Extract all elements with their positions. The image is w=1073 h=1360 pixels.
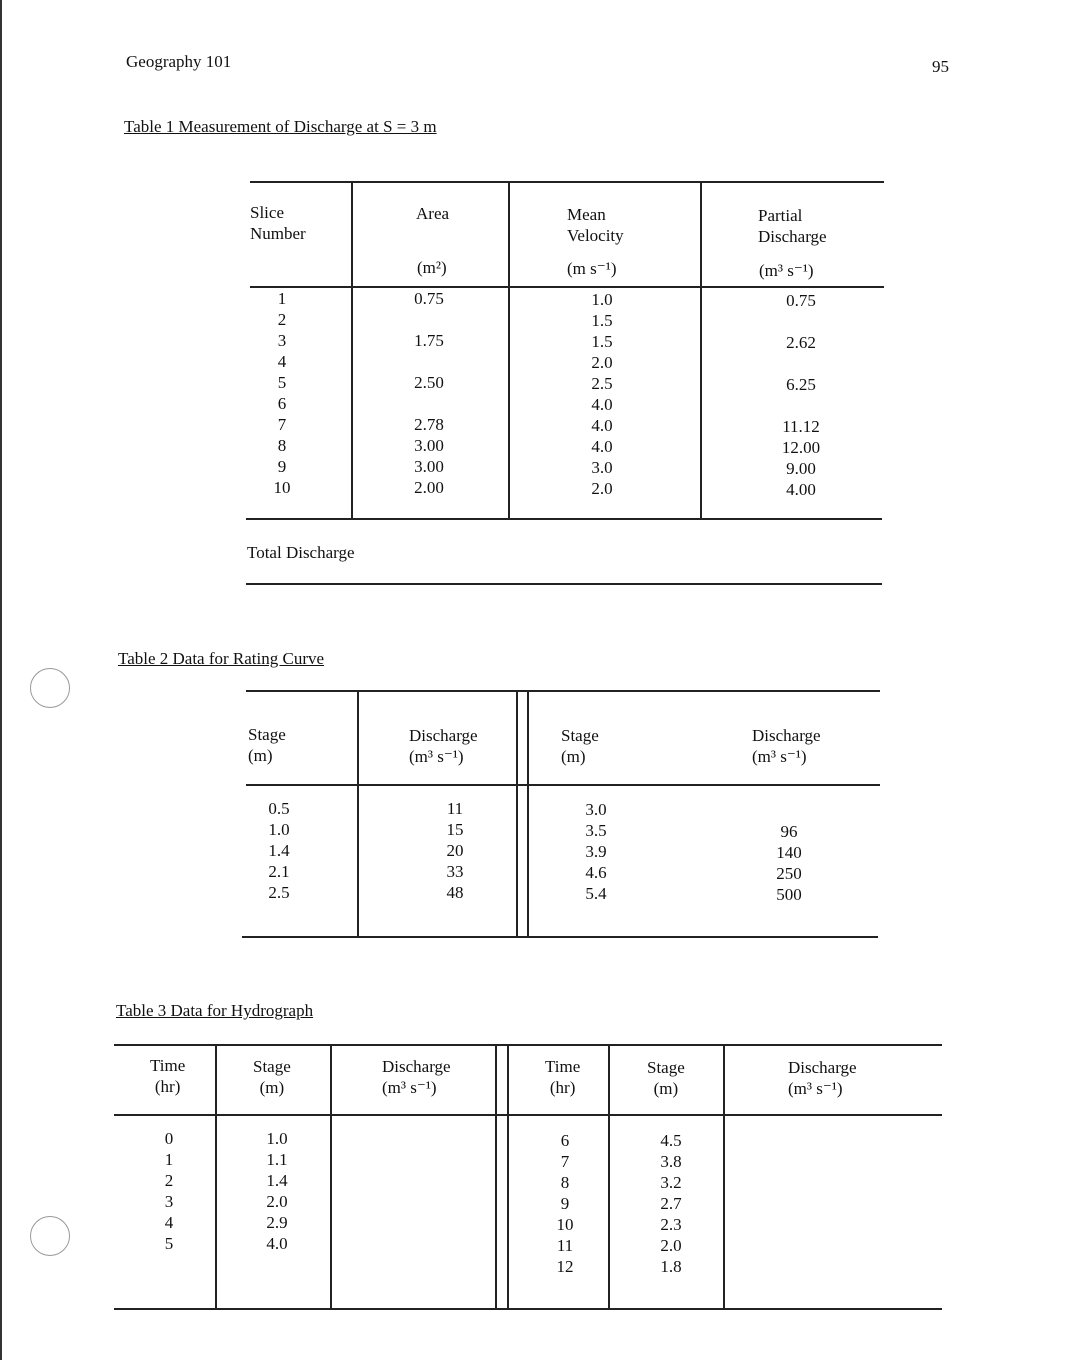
binder-hole: [30, 1216, 70, 1256]
stage-cell: 1.0: [268, 820, 290, 839]
velocity-cell: 3.0: [591, 458, 613, 477]
stage-cell: 2.7: [660, 1194, 682, 1213]
area-cell: 2.78: [414, 415, 444, 434]
t2-header-discharge: Discharge (m³ s⁻¹): [409, 726, 478, 766]
velocity-cell: 1.0: [591, 290, 613, 309]
slice-number-cell: 7: [277, 415, 287, 434]
velocity-cell: 4.0: [591, 416, 613, 435]
velocity-cell: 4.0: [591, 395, 613, 414]
stage-cell: 0.5: [268, 799, 290, 818]
header-area: Area: [416, 204, 450, 223]
t3-header-discharge: Discharge (m³ s⁻¹): [382, 1057, 451, 1097]
time-cell: 7: [560, 1152, 570, 1171]
header-partial-discharge: Partial Discharge: [758, 206, 827, 246]
partial-discharge-cell: 12.00: [781, 438, 821, 457]
slice-number-cell: 2: [277, 310, 287, 329]
area-cell: [408, 393, 450, 414]
area-cell: 0.75: [414, 289, 444, 308]
time-cell: 4: [164, 1213, 174, 1232]
t3-header-stage: Stage (m): [253, 1057, 291, 1097]
partial-discharge-cell: 0.75: [786, 291, 816, 310]
partial-discharge-cell: 6.25: [786, 375, 816, 394]
time-cell: 6: [560, 1131, 570, 1150]
time-cell: 0: [164, 1129, 174, 1148]
stage-cell: 3.2: [660, 1173, 682, 1192]
stage-cell: 2.5: [268, 883, 290, 902]
stage-cell: 5.4: [585, 884, 607, 903]
velocity-cell: 1.5: [591, 311, 613, 330]
slice-number-cell: 10: [273, 478, 291, 497]
t2-header-stage: Stage (m): [248, 725, 286, 765]
discharge-cell: 20: [446, 841, 464, 860]
discharge-cell: 48: [446, 883, 464, 902]
t3-time-column-2: [546, 1130, 584, 1277]
t3-stage-column-2: [650, 1130, 692, 1277]
area-cell: 2.50: [414, 373, 444, 392]
time-cell: 11: [556, 1236, 574, 1255]
table1-title: Table 1 Measurement of Discharge at S = 3 m: [124, 117, 437, 136]
velocity-cell: 1.5: [591, 332, 613, 351]
t2-discharge-column: [436, 798, 474, 903]
slice-number-cell: 3: [277, 331, 287, 350]
t2-stage-column: [258, 798, 300, 903]
t2-stage-column-2: [575, 799, 617, 904]
velocity-column: [581, 289, 623, 499]
binder-hole: [30, 668, 70, 708]
slice-number-cell: 9: [277, 457, 287, 476]
header-slice-number: Slice Number: [250, 203, 306, 243]
stage-cell: 4.5: [660, 1131, 682, 1150]
time-cell: 1: [164, 1150, 174, 1169]
area-column: [408, 288, 450, 498]
slice-number-cell: 1: [277, 289, 287, 308]
discharge-cell: 96: [780, 822, 798, 841]
partial-discharge-cell: 11.12: [782, 417, 820, 436]
stage-cell: 2.3: [660, 1215, 682, 1234]
t2-header-stage-2: Stage (m): [561, 726, 599, 766]
time-cell: 8: [560, 1173, 570, 1192]
time-cell: 10: [556, 1215, 574, 1234]
stage-cell: 2.1: [268, 862, 290, 881]
discharge-cell: 250: [776, 864, 802, 883]
velocity-cell: 4.0: [591, 437, 613, 456]
unit-partial-discharge: (m³ s⁻¹): [759, 261, 814, 280]
time-cell: 2: [164, 1171, 174, 1190]
discharge-cell: 33: [446, 862, 464, 881]
slice-number-cell: 8: [277, 436, 287, 455]
discharge-cell: 140: [776, 843, 802, 862]
velocity-cell: 2.5: [591, 374, 613, 393]
t3-time-column: [150, 1128, 188, 1254]
time-cell: 5: [164, 1234, 174, 1253]
slice-number-cell: 4: [277, 352, 287, 371]
discharge-cell: [768, 800, 810, 821]
table2-title: Table 2 Data for Rating Curve: [118, 649, 325, 668]
stage-cell: 2.9: [266, 1213, 288, 1232]
stage-cell: 3.0: [585, 800, 607, 819]
partial-discharge-cell: 4.00: [786, 480, 816, 499]
stage-cell: 2.0: [266, 1192, 288, 1211]
t2-discharge-column-2: [768, 800, 810, 905]
stage-cell: 1.4: [266, 1171, 288, 1190]
area-cell: 2.00: [414, 478, 444, 497]
slice-number-cell: 6: [277, 394, 287, 413]
velocity-cell: 2.0: [591, 353, 613, 372]
t3-header-stage-2: Stage (m): [647, 1058, 685, 1098]
stage-cell: 1.0: [266, 1129, 288, 1148]
velocity-cell: 2.0: [591, 479, 613, 498]
t3-header-time: Time (hr): [150, 1056, 186, 1096]
slice-number-column: [262, 288, 302, 498]
discharge-cell: 15: [446, 820, 464, 839]
stage-cell: 3.8: [660, 1152, 682, 1171]
table3-title: Table 3 Data for Hydrograph: [116, 1001, 314, 1020]
partial-discharge-column: [775, 290, 827, 500]
stage-cell: 2.0: [660, 1236, 682, 1255]
area-cell: 3.00: [414, 457, 444, 476]
t3-header-discharge-2: Discharge (m³ s⁻¹): [788, 1058, 857, 1098]
unit-area: (m²): [417, 258, 447, 277]
partial-discharge-cell: [775, 311, 827, 332]
t2-header-discharge-2: Discharge (m³ s⁻¹): [752, 726, 821, 766]
total-discharge-label: Total Discharge: [247, 543, 355, 562]
area-cell: 3.00: [414, 436, 444, 455]
stage-cell: 4.6: [585, 863, 607, 882]
stage-cell: 1.4: [268, 841, 290, 860]
area-cell: 1.75: [414, 331, 444, 350]
time-cell: 3: [164, 1192, 174, 1211]
stage-cell: 4.0: [266, 1234, 288, 1253]
stage-cell: 3.9: [585, 842, 607, 861]
page-left-edge: [0, 0, 2, 1360]
partial-discharge-cell: 9.00: [786, 459, 816, 478]
stage-cell: 3.5: [585, 821, 607, 840]
course-title: Geography 101: [126, 52, 232, 71]
time-cell: 12: [556, 1257, 574, 1276]
partial-discharge-cell: [775, 353, 827, 374]
t3-header-time-2: Time (hr): [545, 1057, 581, 1097]
unit-velocity: (m s⁻¹): [567, 259, 617, 278]
t3-stage-column: [256, 1128, 298, 1254]
discharge-cell: 500: [776, 885, 802, 904]
area-cell: [408, 351, 450, 372]
header-mean-velocity: Mean Velocity: [567, 205, 624, 245]
partial-discharge-cell: [775, 395, 827, 416]
stage-cell: 1.8: [660, 1257, 682, 1276]
slice-number-cell: 5: [277, 373, 287, 392]
time-cell: 9: [560, 1194, 570, 1213]
page-number: 95: [932, 57, 949, 76]
discharge-cell: 11: [446, 799, 464, 818]
area-cell: [408, 309, 450, 330]
stage-cell: 1.1: [266, 1150, 288, 1169]
partial-discharge-cell: 2.62: [786, 333, 816, 352]
